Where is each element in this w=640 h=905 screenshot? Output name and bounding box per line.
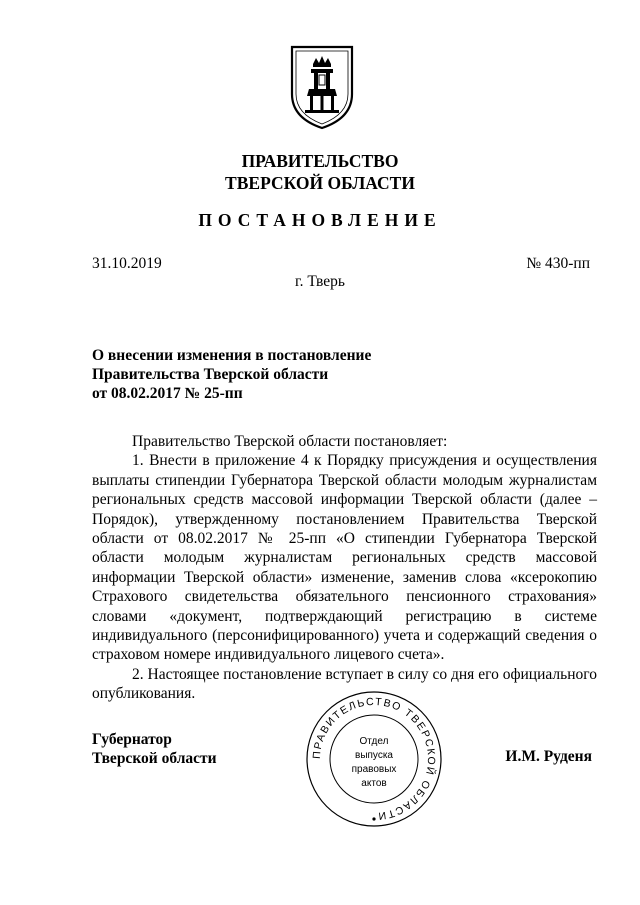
body-intro: Правительство Тверской области постановляет: bbox=[132, 433, 448, 450]
document-city: г. Тверь bbox=[295, 273, 345, 290]
stamp-line: правовых bbox=[351, 764, 397, 775]
stamp-ring-text: ПРАВИТЕЛЬСТВО ТВЕРСКОЙ ОБЛАСТИ bbox=[310, 695, 438, 823]
stamp-line: актов bbox=[361, 778, 387, 789]
official-stamp bbox=[304, 689, 444, 829]
stamp-line: Отдел bbox=[359, 736, 389, 747]
document-body bbox=[92, 432, 597, 704]
body-item-1: 1. Внести в приложение 4 к Порядку присуждения и осуществления выплаты стипендии Губернатора Тверской области молодым журналистам региональных средств массовой информации Тверской области (далее – Порядок), утвержденному постановлением Правительства Тверской области от 08.02.2017 № 25-пп «О стипендии Губернатора Тверской области молодым журналистам региональных средств массовой информации Тверской области» изменение, заменив слова «ксерокопию Страхового свидетельства обязательного пенсионного страхования» словами «документ, подтверждающий регистрацию в системе индивидуального (персонифицированного) учета и содержащий сведения о страховом номере индивидуального лицевого счета». bbox=[92, 452, 597, 664]
document-type: ПОСТАНОВЛЕНИЕ bbox=[198, 210, 442, 230]
tver-coat-of-arms-icon bbox=[289, 44, 355, 130]
body-item-2: 2. Настоящее постановление вступает в силу со дня его официального опубликования. bbox=[92, 665, 597, 703]
document-subject bbox=[92, 346, 371, 403]
document-date: 31.10.2019 bbox=[92, 255, 162, 272]
signatory-name: И.М. Руденя bbox=[505, 748, 592, 765]
position-line: Тверской области bbox=[92, 750, 217, 767]
stamp-line: выпуска bbox=[355, 750, 393, 761]
subject-line: Правительства Тверской области bbox=[92, 366, 329, 383]
document-number: № 430-пп bbox=[526, 255, 590, 272]
subject-line: от 08.02.2017 № 25-пп bbox=[92, 385, 243, 402]
subject-line: О внесении изменения в постановление bbox=[92, 347, 372, 364]
position-line: Губернатор bbox=[92, 731, 172, 748]
government-region: ТВЕРСКОЙ ОБЛАСТИ bbox=[225, 173, 415, 193]
stamp-dot bbox=[372, 817, 375, 820]
government-title: ПРАВИТЕЛЬСТВО bbox=[241, 151, 399, 171]
signatory-position bbox=[92, 730, 217, 768]
